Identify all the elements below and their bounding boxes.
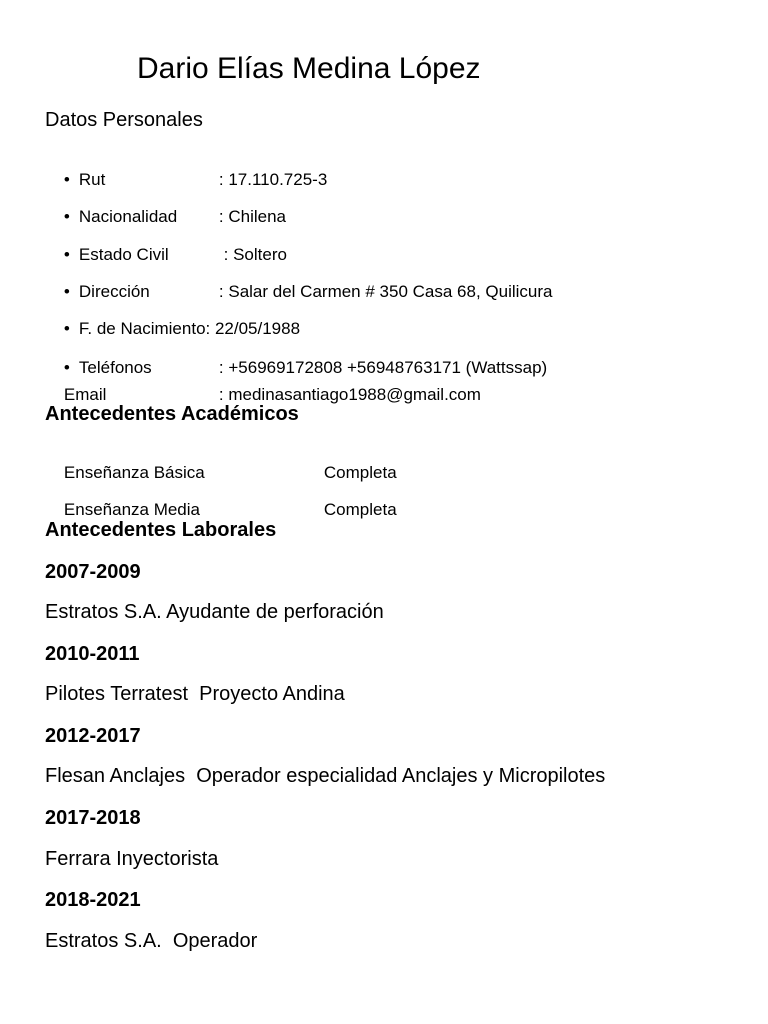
academic-level: Enseñanza Media — [63, 500, 200, 519]
work-years: 2010-2011 — [45, 643, 140, 665]
work-years: 2017-2018 — [45, 807, 141, 829]
academic-heading: Antecedentes Académicos — [45, 403, 299, 425]
work-years: 2007-2009 — [45, 561, 141, 583]
email-value: : medinasantiago1988@gmail.com — [218, 385, 481, 404]
bullet-icon: • — [63, 319, 70, 338]
bullet-icon: • — [63, 170, 70, 189]
civil-status-label: Estado Civil — [78, 245, 169, 264]
work-description: Pilotes Terratest Proyecto Andina — [45, 683, 345, 705]
candidate-name: Dario Elías Medina López — [137, 52, 481, 85]
email-label: Email — [63, 385, 107, 404]
academic-level: Enseñanza Básica — [63, 463, 205, 482]
bullet-icon: • — [63, 358, 70, 377]
address-value: : Salar del Carmen # 350 Casa 68, Quilicura — [218, 282, 553, 301]
civil-status-value: : Soltero — [218, 245, 287, 264]
work-description: Estratos S.A. Operador — [45, 930, 258, 952]
academic-status: Completa — [323, 500, 397, 519]
nationality-label: Nacionalidad — [78, 207, 178, 226]
phones-value: : +56969172808 +56948763171 (Wattssap) — [218, 358, 548, 377]
address-label: Dirección — [78, 282, 150, 301]
birthdate-text: F. de Nacimiento: 22/05/1988 — [78, 319, 301, 338]
nationality-value: : Chilena — [218, 207, 287, 226]
work-heading: Antecedentes Laborales — [45, 519, 277, 541]
rut-value: : 17.110.725-3 — [218, 170, 328, 189]
work-description: Ferrara Inyectorista — [45, 848, 219, 870]
bullet-icon: • — [63, 245, 70, 264]
bullet-icon: • — [63, 282, 70, 301]
work-description: Estratos S.A. Ayudante de perforación — [45, 601, 384, 623]
work-description: Flesan Anclajes Operador especialidad Anclajes y Micropilotes — [45, 765, 606, 787]
work-years: 2018-2021 — [45, 889, 141, 911]
phones-label: Teléfonos — [78, 358, 152, 377]
academic-status: Completa — [323, 463, 397, 482]
bullet-icon: • — [63, 207, 70, 226]
personal-data-heading: Datos Personales — [45, 109, 203, 131]
rut-label: Rut — [78, 170, 106, 189]
work-years: 2012-2017 — [45, 725, 141, 747]
